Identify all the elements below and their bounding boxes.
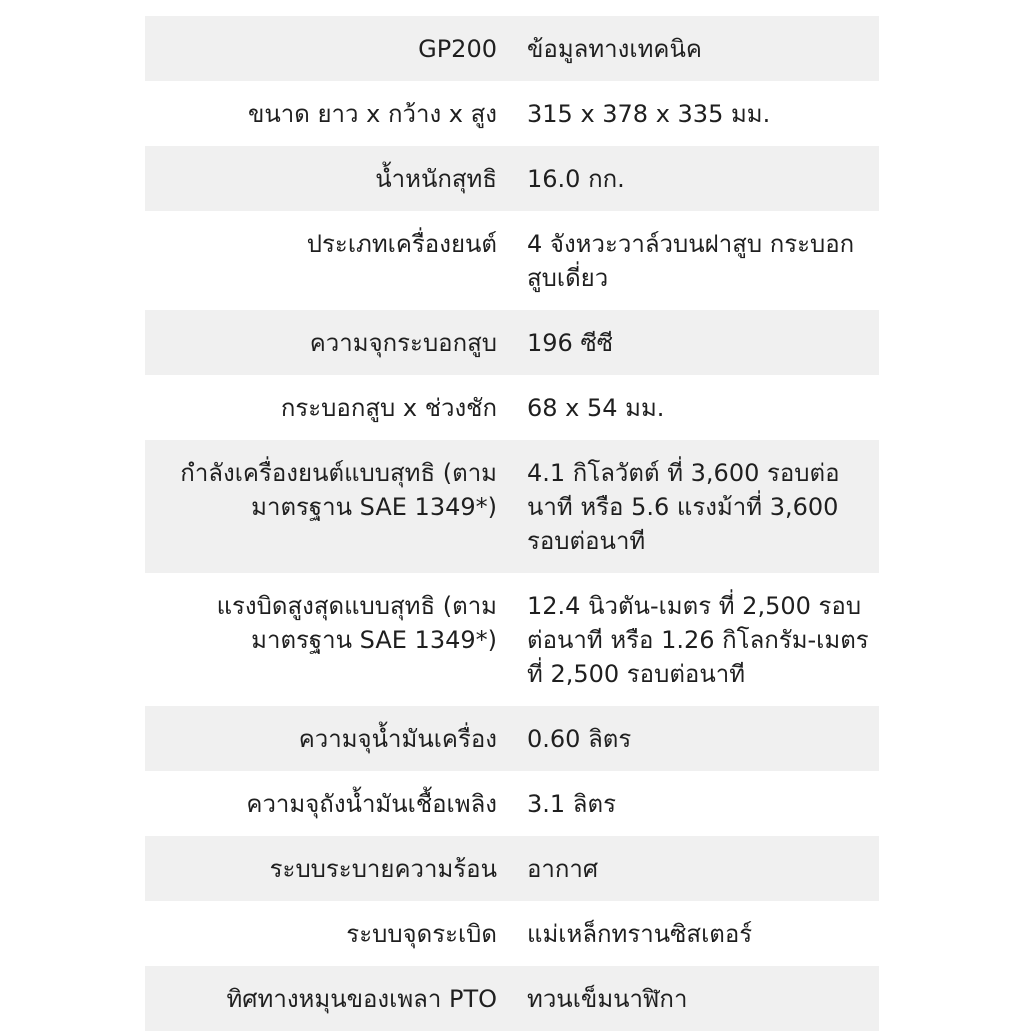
table-row	[145, 440, 879, 573]
spec-label: ความจุน้ำมันเครื่อง	[298, 725, 497, 753]
spec-value: 4.1 กิโลวัตต์ ที่ 3,600 รอบต่อนาที หรือ 5.6 แรงม้าที่ 3,600 รอบต่อนาที	[527, 459, 840, 555]
spec-value: 4 จังหวะวาล์วบนฝาสูบ กระบอกสูบเดี่ยว	[527, 230, 855, 292]
table-row	[145, 375, 879, 440]
spec-label: ความจุกระบอกสูบ	[309, 329, 497, 357]
table-row	[145, 706, 879, 771]
spec-value: 16.0 กก.	[527, 165, 625, 193]
table-row	[145, 573, 879, 706]
spec-label: ระบบจุดระเบิด	[346, 920, 497, 948]
spec-value: ทวนเข็มนาฬิกา	[527, 985, 688, 1013]
table-row	[145, 146, 879, 211]
table-header-row	[145, 16, 879, 81]
spec-label: กำลังเครื่องยนต์แบบสุทธิ (ตามมาตรฐาน SAE 1349*)	[180, 459, 497, 521]
table-row	[145, 771, 879, 836]
table-row	[145, 211, 879, 310]
spec-value: แม่เหล็กทรานซิสเตอร์	[527, 920, 753, 948]
table-row	[145, 310, 879, 375]
table-row	[145, 836, 879, 901]
model-name: GP200	[418, 35, 497, 63]
spec-label: ความจุถังน้ำมันเชื้อเพลิง	[246, 790, 497, 818]
spec-label: ขนาด ยาว x กว้าง x สูง	[247, 100, 497, 128]
spec-value: 196 ซีซี	[527, 329, 614, 357]
spec-value: 3.1 ลิตร	[527, 790, 616, 818]
spec-label: ประเภทเครื่องยนต์	[306, 230, 497, 258]
table-title: ข้อมูลทางเทคนิค	[527, 35, 702, 63]
spec-label: แรงบิดสูงสุดแบบสุทธิ (ตามมาตรฐาน SAE 1349*)	[216, 592, 497, 654]
spec-value: 68 x 54 มม.	[527, 394, 665, 422]
table-row	[145, 901, 879, 966]
table-row	[145, 966, 879, 1031]
table-row	[145, 81, 879, 146]
spec-value: 0.60 ลิตร	[527, 725, 632, 753]
spec-label: กระบอกสูบ x ช่วงชัก	[280, 394, 497, 422]
spec-value: อากาศ	[527, 855, 599, 883]
spec-label: ทิศทางหมุนของเพลา PTO	[226, 985, 497, 1013]
spec-label: น้ำหนักสุทธิ	[375, 165, 497, 193]
spec-label: ระบบระบายความร้อน	[269, 855, 497, 883]
spec-table	[145, 16, 879, 1031]
spec-value: 315 x 378 x 335 มม.	[527, 100, 771, 128]
spec-value: 12.4 นิวตัน-เมตร ที่ 2,500 รอบต่อนาที หรือ 1.26 กิโลกรัม-เมตร ที่ 2,500 รอบต่อนาที	[527, 592, 869, 688]
